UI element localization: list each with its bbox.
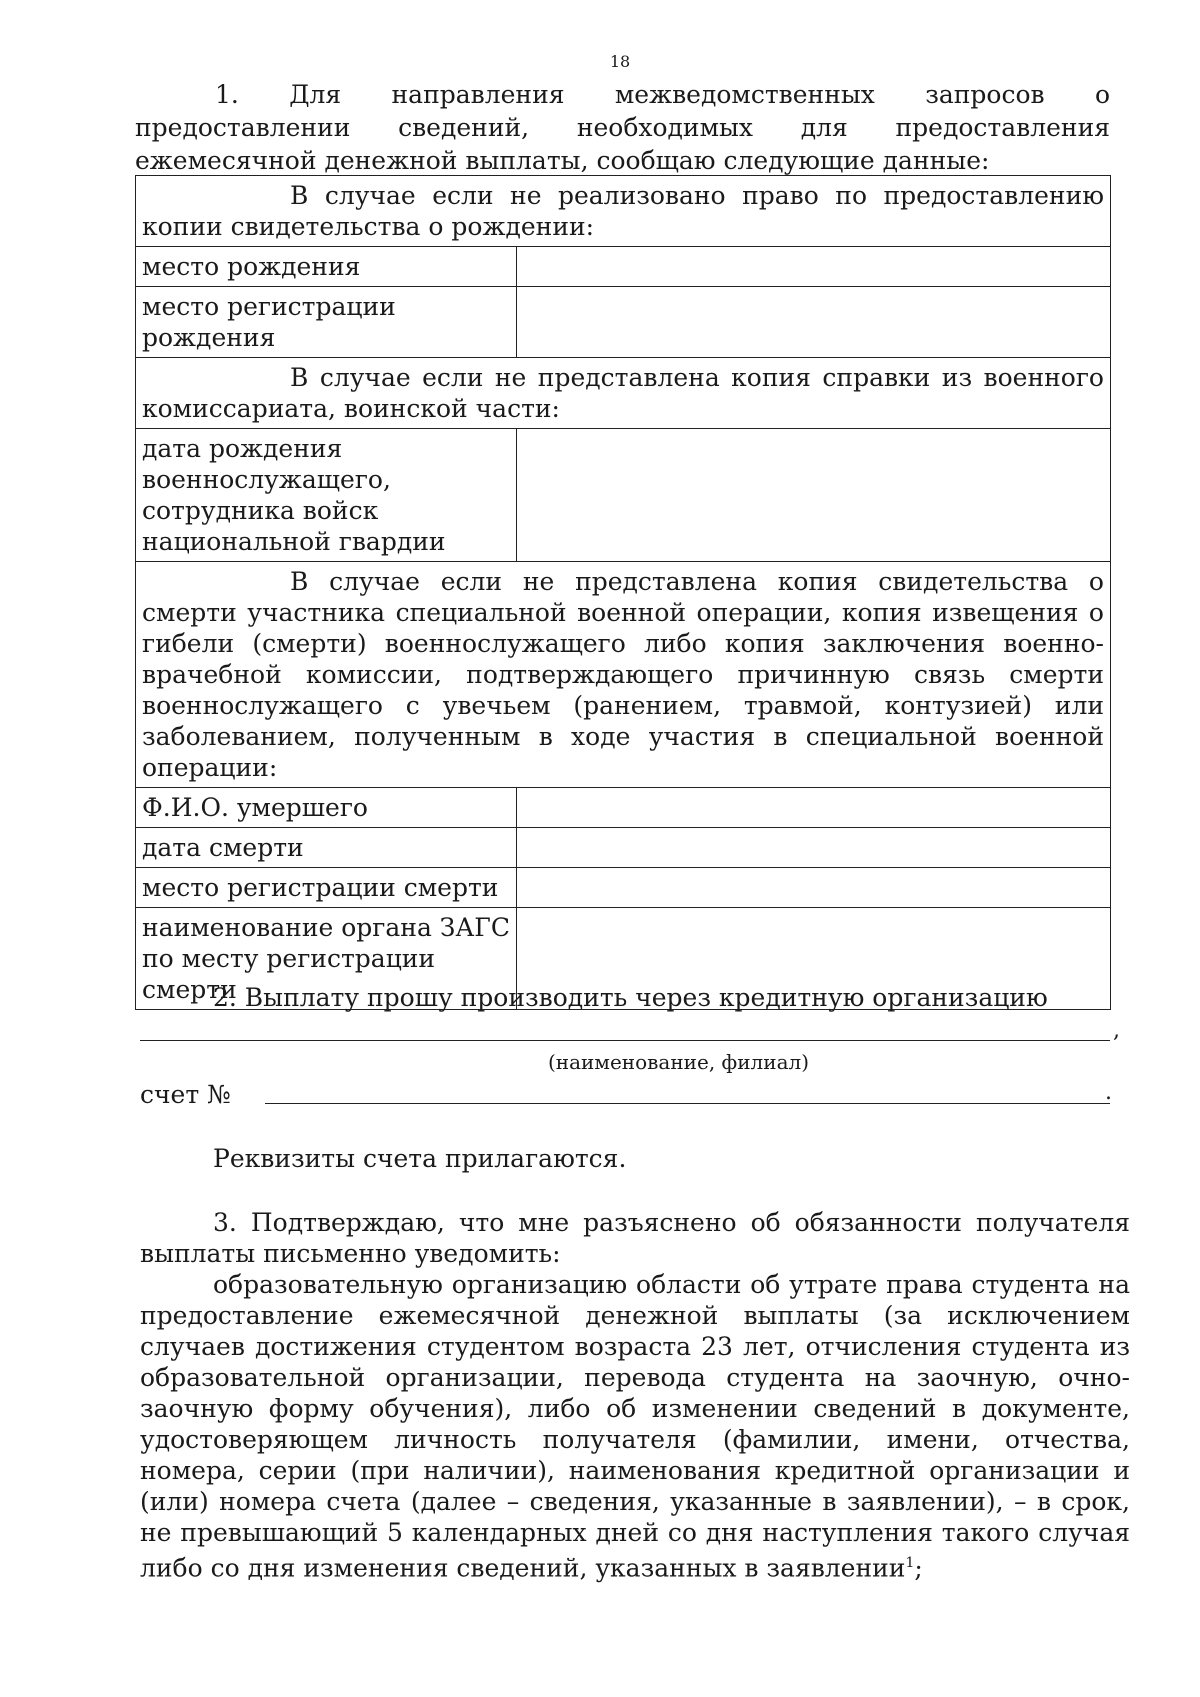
- bank-line-comma: ,: [1113, 1018, 1120, 1043]
- field-label-birth-place: место рождения: [136, 247, 517, 287]
- table-row: [136, 788, 1111, 828]
- requisites-note: Реквизиты счета прилагаются.: [213, 1144, 627, 1173]
- field-label-death-date: дата смерти: [136, 828, 517, 868]
- intake-data-table: [135, 175, 1111, 1010]
- account-number-field[interactable]: [265, 1103, 1110, 1104]
- field-label-death-registration-place: место регистрации смерти: [136, 868, 517, 908]
- field-value-death-date[interactable]: [517, 828, 1111, 868]
- table-row: [136, 868, 1111, 908]
- bank-name-field[interactable]: [140, 1040, 1110, 1041]
- field-value-death-registration-place[interactable]: [517, 868, 1111, 908]
- footnote-mark: 1: [905, 1555, 915, 1571]
- section-3-paragraph-2-text: образовательную организацию области об утрате права студента на предоставление ежемесячной денежной выплаты (за исключением случаев достижения студентом возраста 23 лет, отчисления студента из образовательной организации, перевода студента на заочную, очно-заочную форму обучения), либо об изменении сведений в документе, удостоверяющем личность получателя (фамилии, имени, отчества, номера, серии (при наличии), наименования кредитной организации и (или) номера счета (далее – сведения, указанные в заявлении), – в срок, не превышающий 5 календарных дней со дня наступления такого случая либо со дня изменения сведений, указанных в заявлении: [140, 1270, 1130, 1583]
- table-row: [136, 247, 1111, 287]
- table-row: [136, 828, 1111, 868]
- account-line-dot: .: [1105, 1080, 1112, 1105]
- field-label-birth-registration-place: место регистрации рождения: [136, 287, 517, 358]
- birth-section-header: В случае если не реализовано право по предоставлению копии свидетельства о рождении:: [136, 176, 1111, 247]
- military-section-header: В случае если не представлена копия справки из военного комиссариата, воинской части:: [136, 358, 1111, 429]
- death-header-row: [136, 562, 1111, 788]
- bank-field-caption: (наименование, филиал): [548, 1050, 809, 1074]
- section-1-paragraph: 1. Для направления межведомственных запросов о предоставлении сведений, необходимых для предоставления ежемесячной денежной выплаты, сообщаю следующие данные:: [135, 80, 1110, 175]
- death-section-header: В случае если не представлена копия свидетельства о смерти участника специальной военной операции, копия извещения о гибели (смерти) военнослужащего либо копия заключения военно-врачебной комиссии, подтверждающего причинную связь смерти военнослужащего с увечьем (ранением, травмой, контузией) или заболеванием, полученным в ходе участия в специальной военной операции:: [136, 562, 1111, 788]
- field-label-serviceman-birth-date: дата рождения военнослужащего, сотрудника войск национальной гвардии: [136, 429, 517, 562]
- page-number: 18: [609, 52, 631, 71]
- table-row: [136, 429, 1111, 562]
- section-3-paragraph-2-end: ;: [914, 1553, 923, 1583]
- field-value-serviceman-birth-date[interactable]: [517, 429, 1111, 562]
- section-3: [140, 1207, 1130, 1583]
- field-label-deceased-name: Ф.И.О. умершего: [136, 788, 517, 828]
- field-label-registry-office-name: наименование органа ЗАГС по месту регистрации смерти: [136, 908, 517, 1010]
- section-3-paragraph-2: [140, 1269, 1130, 1583]
- field-value-birth-registration-place[interactable]: [517, 287, 1111, 358]
- section-2-text: 2. Выплату прошу производить через кредитную организацию: [213, 983, 1048, 1012]
- field-value-birth-place[interactable]: [517, 247, 1111, 287]
- section-1-intro: [135, 78, 1110, 177]
- field-value-deceased-name[interactable]: [517, 788, 1111, 828]
- military-header-row: [136, 358, 1111, 429]
- table-row: [136, 287, 1111, 358]
- section-3-paragraph-1: 3. Подтверждаю, что мне разъяснено об обязанности получателя выплаты письменно уведомить:: [140, 1208, 1130, 1268]
- birth-header-row: [136, 176, 1111, 247]
- account-number-label: счет №: [140, 1080, 231, 1109]
